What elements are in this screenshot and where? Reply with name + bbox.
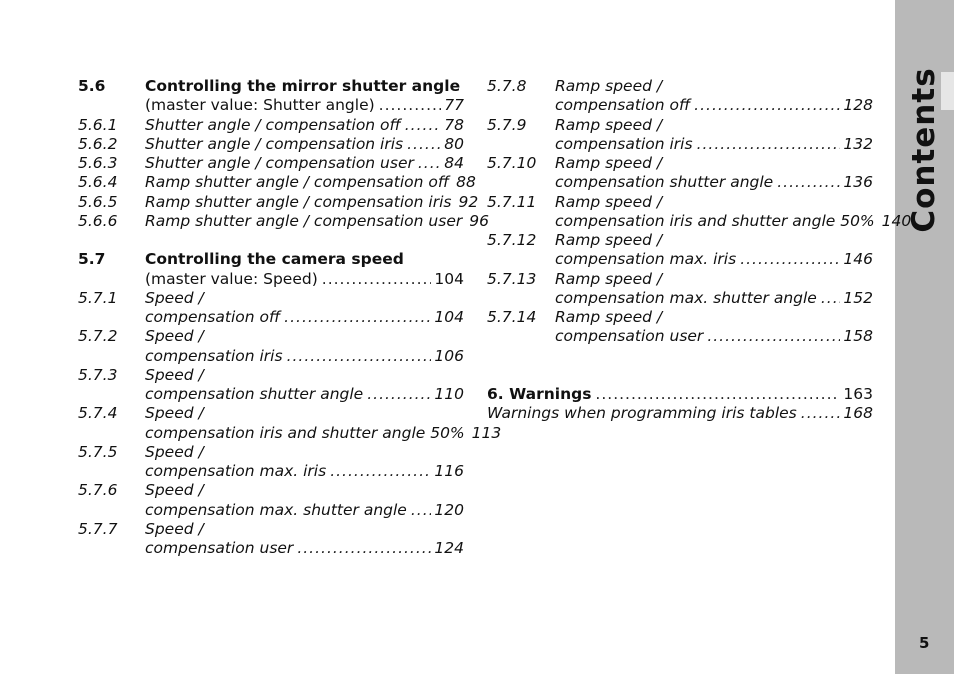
toc-page: 84: [444, 154, 464, 172]
toc-entry-5-7-2[interactable]: [78, 327, 464, 346]
toc-number: 5.6: [78, 77, 106, 95]
toc-entry-5-6-5[interactable]: [78, 193, 479, 212]
toc-page: 158: [843, 327, 873, 345]
toc-number: 5.6.1: [78, 116, 118, 134]
toc-entry-text: Speed /: [145, 443, 204, 461]
toc-page: 78: [444, 116, 464, 134]
toc-entry-text: Speed /: [145, 366, 204, 384]
toc-entry-5-6-1[interactable]: [78, 116, 464, 135]
toc-number: 5.6.3: [78, 154, 118, 172]
toc-number: 5.7.7: [78, 520, 118, 538]
toc-number: 5.6.6: [78, 212, 118, 230]
toc-page: 92: [458, 193, 479, 211]
toc-entry-text: Shutter angle / compensation off: [145, 116, 401, 134]
toc-entry-text: (master value: Speed): [145, 270, 318, 288]
toc-page: 146: [843, 250, 873, 268]
toc-number: 5.7.6: [78, 481, 118, 499]
toc-page: 128: [843, 96, 873, 114]
toc-number: 5.7.10: [487, 154, 537, 172]
toc-entry-text: Speed /: [145, 404, 204, 422]
toc-entry-text: Ramp shutter angle / compensation off: [145, 173, 450, 191]
toc-page: 104: [434, 270, 464, 288]
toc-number: 5.7.11: [487, 193, 537, 211]
toc-page: 116: [434, 462, 464, 480]
toc-entry-5-7-2-cont[interactable]: [78, 347, 464, 366]
toc-entry-text: compensation iris: [555, 135, 693, 153]
toc-entry-text: Ramp speed /: [555, 231, 663, 249]
toc-entry-5-7-13[interactable]: [487, 270, 873, 289]
toc-page: 88: [456, 173, 476, 191]
toc-number: 5.7.9: [487, 116, 527, 134]
toc-page: 140: [881, 212, 912, 230]
toc-entry-5-7-11[interactable]: [487, 193, 873, 212]
toc-page: 168: [843, 404, 873, 422]
toc-entry-text: compensation shutter angle: [555, 173, 774, 191]
toc-entry-text: Shutter angle / compensation user: [145, 154, 414, 172]
toc-entry-text: compensation shutter angle: [145, 385, 364, 403]
toc-entry-text: compensation off: [145, 308, 281, 326]
toc-number: 5.6.5: [78, 193, 118, 211]
toc-entry-text: Speed /: [145, 327, 204, 345]
toc-entry-text: Warnings when programming iris tables: [487, 404, 797, 422]
toc-entry-text: Shutter angle / compensation iris: [145, 135, 404, 153]
toc-entry-text: (master value: Shutter angle): [145, 96, 375, 114]
toc-entry-text: Speed /: [145, 481, 204, 499]
toc-number: 5.7.5: [78, 443, 118, 461]
toc-entry-text: compensation max. iris: [145, 462, 327, 480]
toc-entry-text: compensation user: [555, 327, 704, 345]
toc-entry-5-6-6[interactable]: [78, 212, 489, 231]
toc-entry-text: Ramp speed /: [555, 270, 663, 288]
toc-page: 120: [434, 501, 464, 519]
page-number: 5: [919, 634, 930, 652]
toc-number: 5.7.14: [487, 308, 537, 326]
toc-entry-text: Ramp speed /: [555, 193, 663, 211]
toc-entry-5-7-1-cont[interactable]: [78, 308, 464, 327]
toc-heading-title: Controlling the mirror shutter angle: [145, 77, 461, 95]
toc-entry-text: compensation off: [555, 96, 691, 114]
toc-entry-5-7-10-cont[interactable]: [487, 173, 873, 192]
toc-entry-text: compensation user: [145, 539, 294, 557]
toc-entry-text: Ramp shutter angle / compensation iris: [145, 193, 452, 211]
toc-entry-text: Ramp shutter angle / compensation user: [145, 212, 463, 230]
toc-entry-5-6-3[interactable]: [78, 154, 464, 173]
toc-entry-text: Ramp speed /: [555, 308, 663, 326]
toc-heading-5-7[interactable]: [78, 250, 464, 269]
toc-number: 5.7.3: [78, 366, 118, 384]
toc-page: 110: [434, 385, 464, 403]
toc-page: 104: [434, 308, 464, 326]
toc-entry-5-7-3-cont[interactable]: [78, 385, 464, 404]
toc-entry-5-7-4[interactable]: [78, 404, 464, 423]
toc-entry-5-7-7-cont[interactable]: [78, 539, 464, 558]
toc-number: 5.7.4: [78, 404, 118, 422]
toc-page: 132: [843, 135, 873, 153]
toc-entry-5-7-12[interactable]: [487, 231, 873, 250]
toc-heading-title: Controlling the camera speed: [145, 250, 404, 268]
toc-page: 113: [471, 424, 502, 442]
toc-left-column: [78, 0, 502, 674]
toc-page: 152: [843, 289, 873, 307]
toc-page: 80: [444, 135, 464, 153]
toc-heading-warnings[interactable]: [487, 385, 873, 404]
section-title-contents: Contents: [906, 67, 942, 233]
toc-entry-5-7-10[interactable]: [487, 154, 873, 173]
toc-entry-5-7-14[interactable]: [487, 308, 873, 327]
toc-entry-5-7-6-cont[interactable]: [78, 501, 464, 520]
toc-number: 5.7.2: [78, 327, 118, 345]
toc-entry-text: Speed /: [145, 520, 204, 538]
toc-heading-5-6[interactable]: [78, 77, 464, 96]
toc-entry-5-7-13-cont[interactable]: [487, 289, 873, 308]
toc-entry[interactable]: [78, 270, 464, 289]
toc-page: 136: [843, 173, 873, 191]
sidebar-tab-marker: [941, 72, 954, 110]
toc-entry-5-7-9-cont[interactable]: [487, 135, 873, 154]
toc-page: 96: [469, 212, 489, 230]
toc-entry-5-7-1[interactable]: [78, 289, 464, 308]
toc-number: 5.7.12: [487, 231, 537, 249]
toc-number: 5.7.8: [487, 77, 527, 95]
toc-entry-text: compensation iris: [145, 347, 283, 365]
toc-entry-text: compensation max. shutter angle: [555, 289, 817, 307]
toc-entry-5-7-8-cont[interactable]: [487, 96, 873, 115]
toc-entry-5-7-6[interactable]: [78, 481, 464, 500]
toc-heading-title: 6. Warnings: [487, 385, 592, 403]
toc-entry-5-6-2[interactable]: [78, 135, 464, 154]
toc-entry-text: Speed /: [145, 289, 204, 307]
toc-entry-5-7-11-cont[interactable]: [487, 212, 912, 231]
toc-entry-5-7-12-cont[interactable]: [487, 250, 873, 269]
toc-right-column: [487, 0, 912, 674]
toc-number: 5.7.1: [78, 289, 118, 307]
toc-entry-text: Ramp speed /: [555, 77, 663, 95]
toc-entry-text: compensation max. shutter angle: [145, 501, 407, 519]
toc-number: 5.7.13: [487, 270, 537, 288]
toc-entry-text: compensation iris and shutter angle 50%: [145, 424, 465, 442]
toc-entry-5-7-3[interactable]: [78, 366, 464, 385]
toc-entry-5-7-14-cont[interactable]: [487, 327, 873, 346]
toc-page: 163: [843, 385, 873, 403]
toc-page: 106: [434, 347, 464, 365]
toc-entry-warnings-iris-tables[interactable]: [487, 404, 873, 423]
toc-entry-text: compensation max. iris: [555, 250, 737, 268]
toc-entry-text: compensation iris and shutter angle 50%: [555, 212, 875, 230]
toc-number: 5.6.4: [78, 173, 118, 191]
toc-entry-5-7-8[interactable]: [487, 77, 873, 96]
toc-entry-5-7-9[interactable]: [487, 116, 873, 135]
toc-entry-text: Ramp speed /: [555, 116, 663, 134]
toc-entry-5-7-5-cont[interactable]: [78, 462, 464, 481]
toc-number: 5.6.2: [78, 135, 118, 153]
toc-entry-5-7-7[interactable]: [78, 520, 464, 539]
toc-entry[interactable]: [78, 96, 464, 115]
toc-page: 124: [434, 539, 464, 557]
toc-entry-text: Ramp speed /: [555, 154, 663, 172]
toc-number: 5.7: [78, 250, 106, 268]
toc-entry-5-7-4-cont[interactable]: [78, 424, 502, 443]
toc-entry-5-7-5[interactable]: [78, 443, 464, 462]
toc-page: 77: [444, 96, 464, 114]
toc-entry-5-6-4[interactable]: [78, 173, 476, 192]
